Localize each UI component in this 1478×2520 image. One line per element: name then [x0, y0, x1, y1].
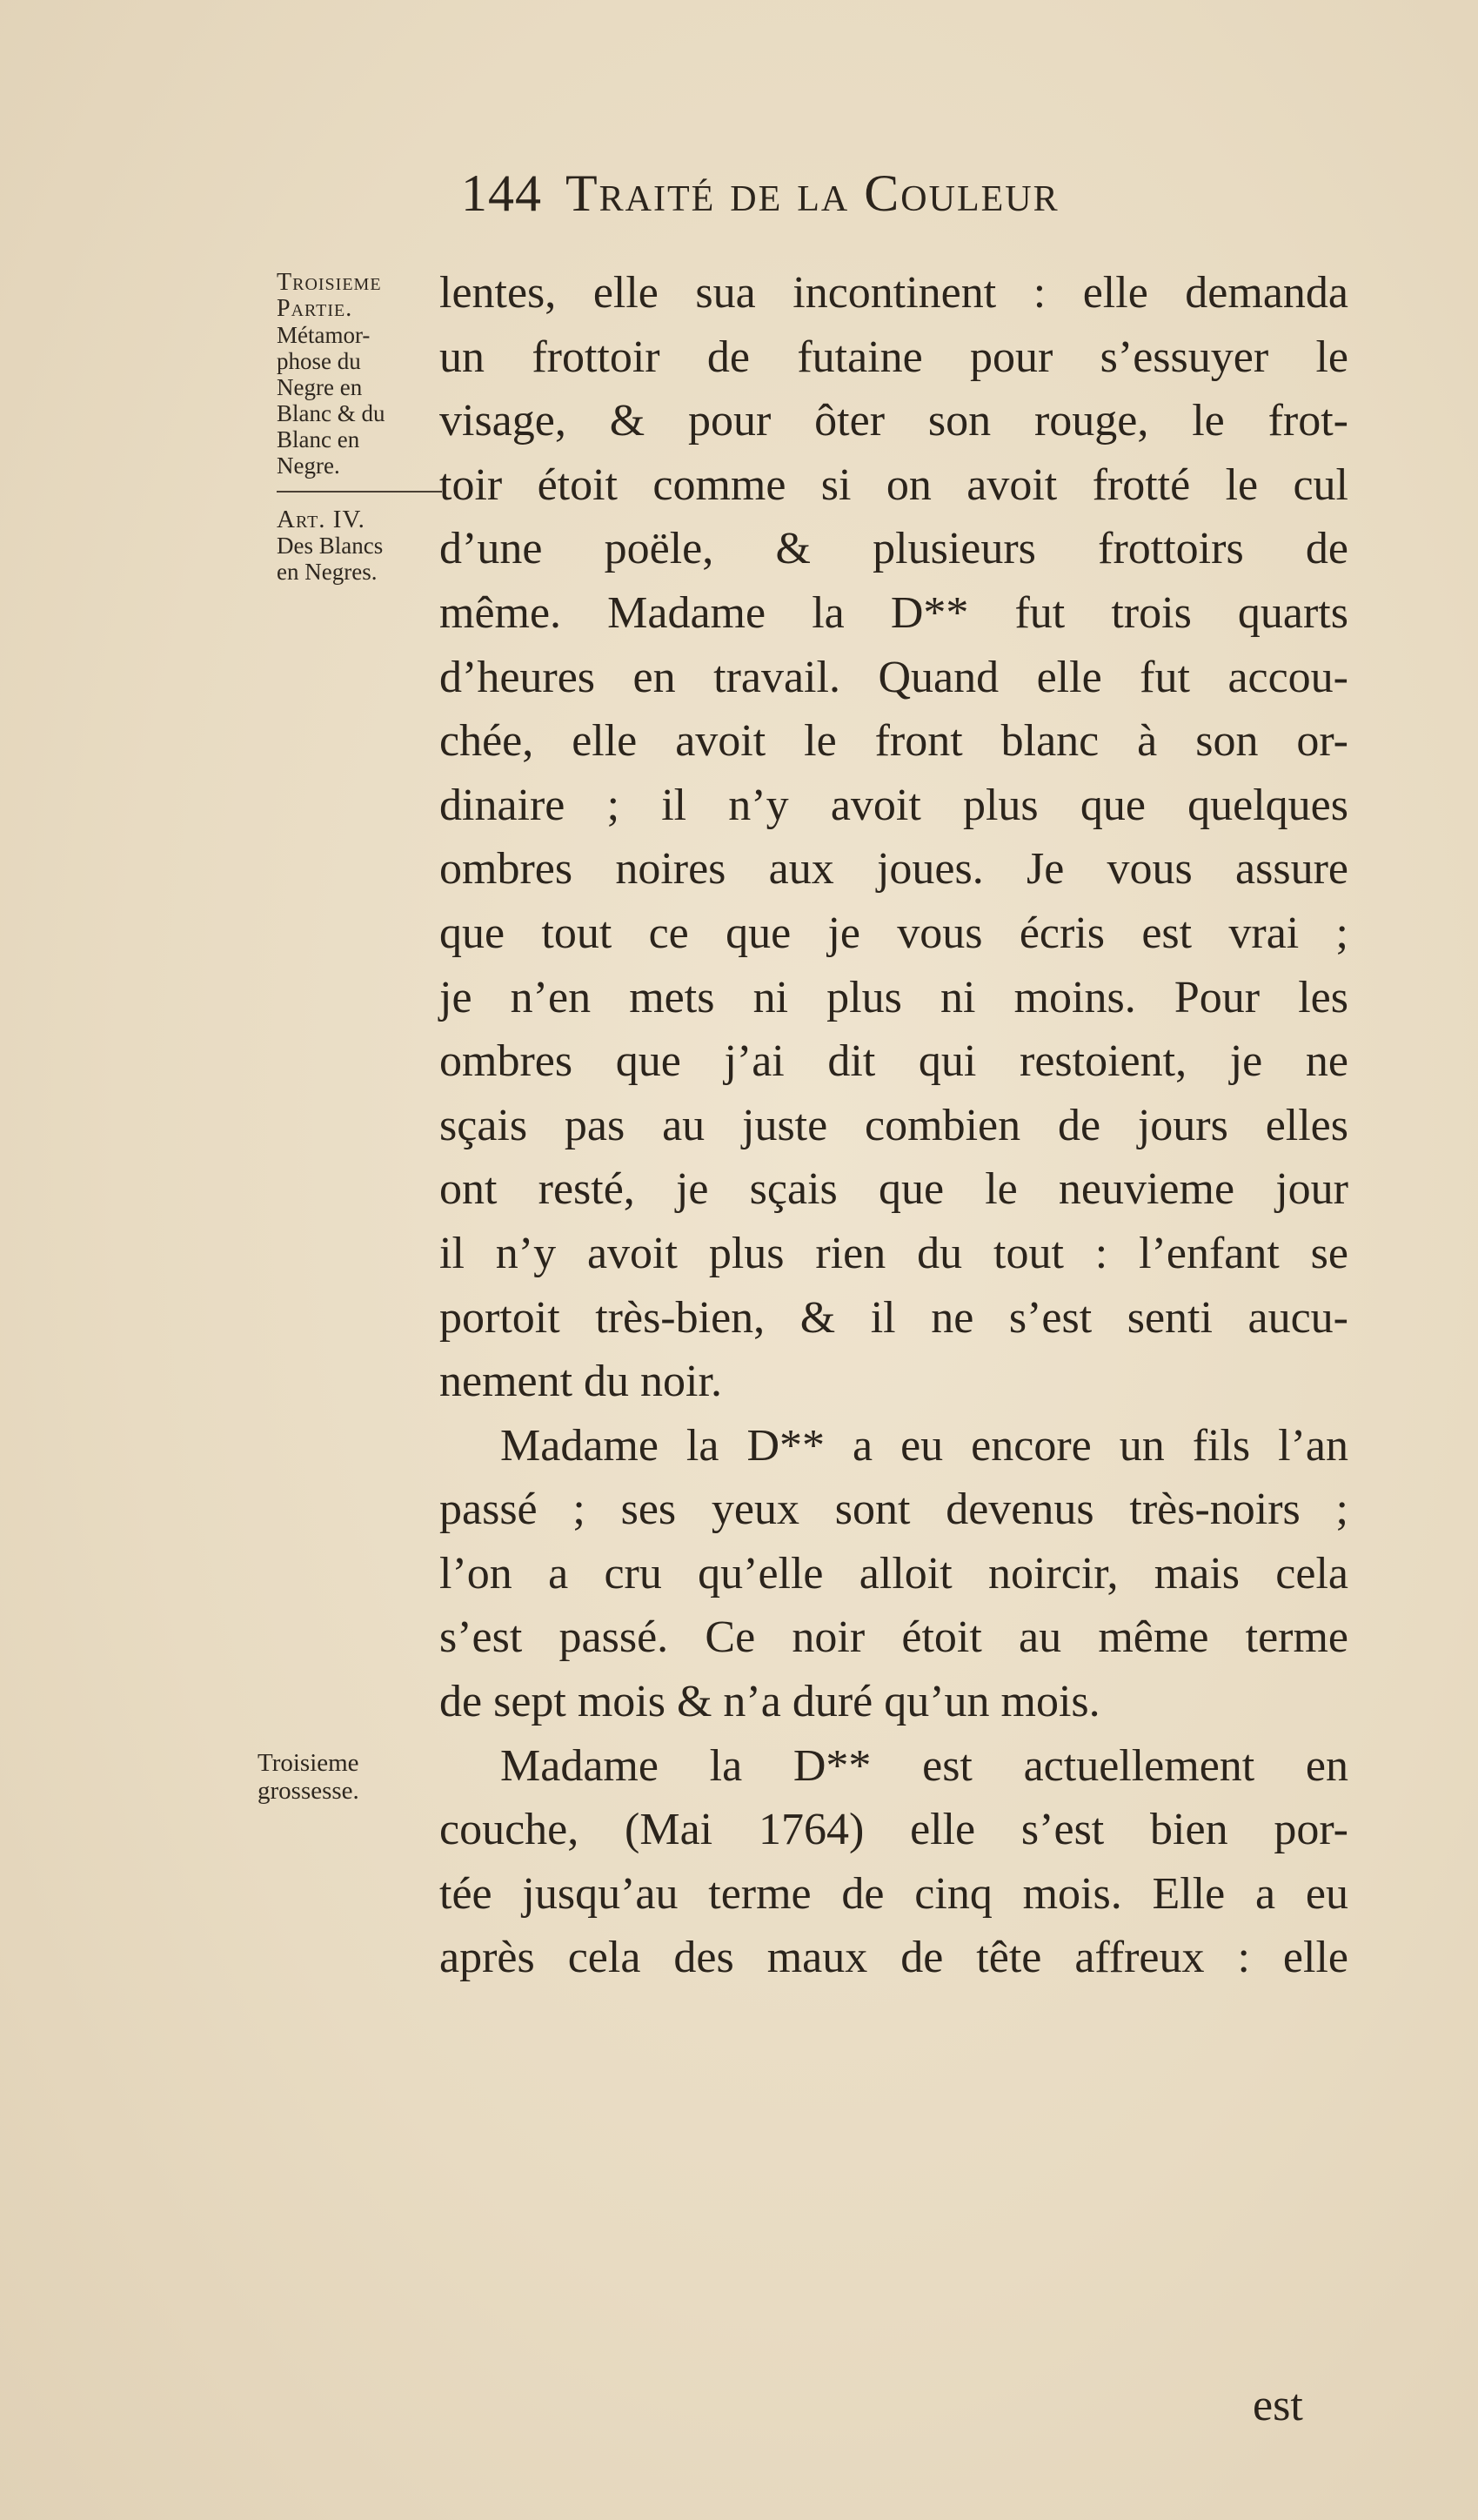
- text-line: après cela des maux de tête affreux : elle: [439, 1933, 1348, 1983]
- text-line: d’heures en travail. Quand elle fut accou-: [439, 652, 1348, 702]
- margin-article-label: Art. IV.: [277, 506, 365, 533]
- text-line: passé ; ses yeux sont devenus très-noirs ;: [439, 1485, 1348, 1535]
- text-line: visage, & pour ôter son rouge, le frot-: [439, 396, 1348, 446]
- text-line: tée jusqu’au terme de cinq mois. Elle a eu: [439, 1868, 1348, 1919]
- text-line: l’on a cru qu’elle alloit noircir, mais cela: [439, 1548, 1348, 1598]
- text-line: toir étoit comme si on avoit frotté le cul: [439, 459, 1348, 510]
- catchword: est: [1253, 2381, 1303, 2430]
- text-line: je n’en mets ni plus ni moins. Pour les: [439, 972, 1348, 1022]
- text-line: ont resté, je sçais que le neuvieme jour: [439, 1164, 1348, 1215]
- margin-part-label: Troisieme Partie.: [277, 269, 382, 322]
- margin-topic: Métamor- phose du Negre en Blanc & du Blanc en Negre.: [277, 322, 385, 479]
- text-line: que tout ce que je vous écris est vrai ;: [439, 908, 1348, 958]
- text-line: Madame la D** est actuellement en: [500, 1740, 1348, 1791]
- text-line: Madame la D** a eu encore un fils l’an: [500, 1420, 1348, 1471]
- text-line: dinaire ; il n’y avoit plus que quelques: [439, 780, 1348, 830]
- text-line: chée, elle avoit le front blanc à son or-: [439, 716, 1348, 767]
- text-line: de sept mois & n’a duré qu’un mois.: [439, 1677, 1100, 1727]
- margin-notes: [277, 270, 451, 585]
- text-line: même. Madame la D** fut trois quarts: [439, 587, 1348, 638]
- text-line: lentes, elle sua incontinent : elle demanda: [439, 268, 1348, 318]
- text-line: ombres noires aux joues. Je vous assure: [439, 844, 1348, 895]
- page-header: [0, 164, 1478, 233]
- margin-article-topic: Des Blancs en Negres.: [277, 533, 384, 585]
- running-title: Traité de la Couleur: [565, 164, 1060, 222]
- text-line: un frottoir de futaine pour s’essuyer le: [439, 332, 1348, 382]
- page-number: 144: [461, 164, 542, 222]
- body-text: [439, 261, 1348, 1990]
- text-line: couche, (Mai 1764) elle s’est bien por-: [439, 1805, 1348, 1855]
- text-line: d’une poële, & plusieurs frottoirs de: [439, 524, 1348, 574]
- margin-subnote: Troisieme grossesse.: [257, 1749, 359, 1805]
- margin-divider: [277, 491, 442, 493]
- text-line: il n’y avoit plus rien du tout : l’enfant se: [439, 1228, 1348, 1278]
- text-line: ombres que j’ai dit qui restoient, je ne: [439, 1036, 1348, 1087]
- text-line: s’est passé. Ce noir étoit au même terme: [439, 1612, 1348, 1663]
- text-line: nement du noir.: [439, 1357, 722, 1407]
- text-line: sçais pas au juste combien de jours elles: [439, 1100, 1348, 1150]
- text-line: portoit très-bien, & il ne s’est senti aucu-: [439, 1292, 1348, 1343]
